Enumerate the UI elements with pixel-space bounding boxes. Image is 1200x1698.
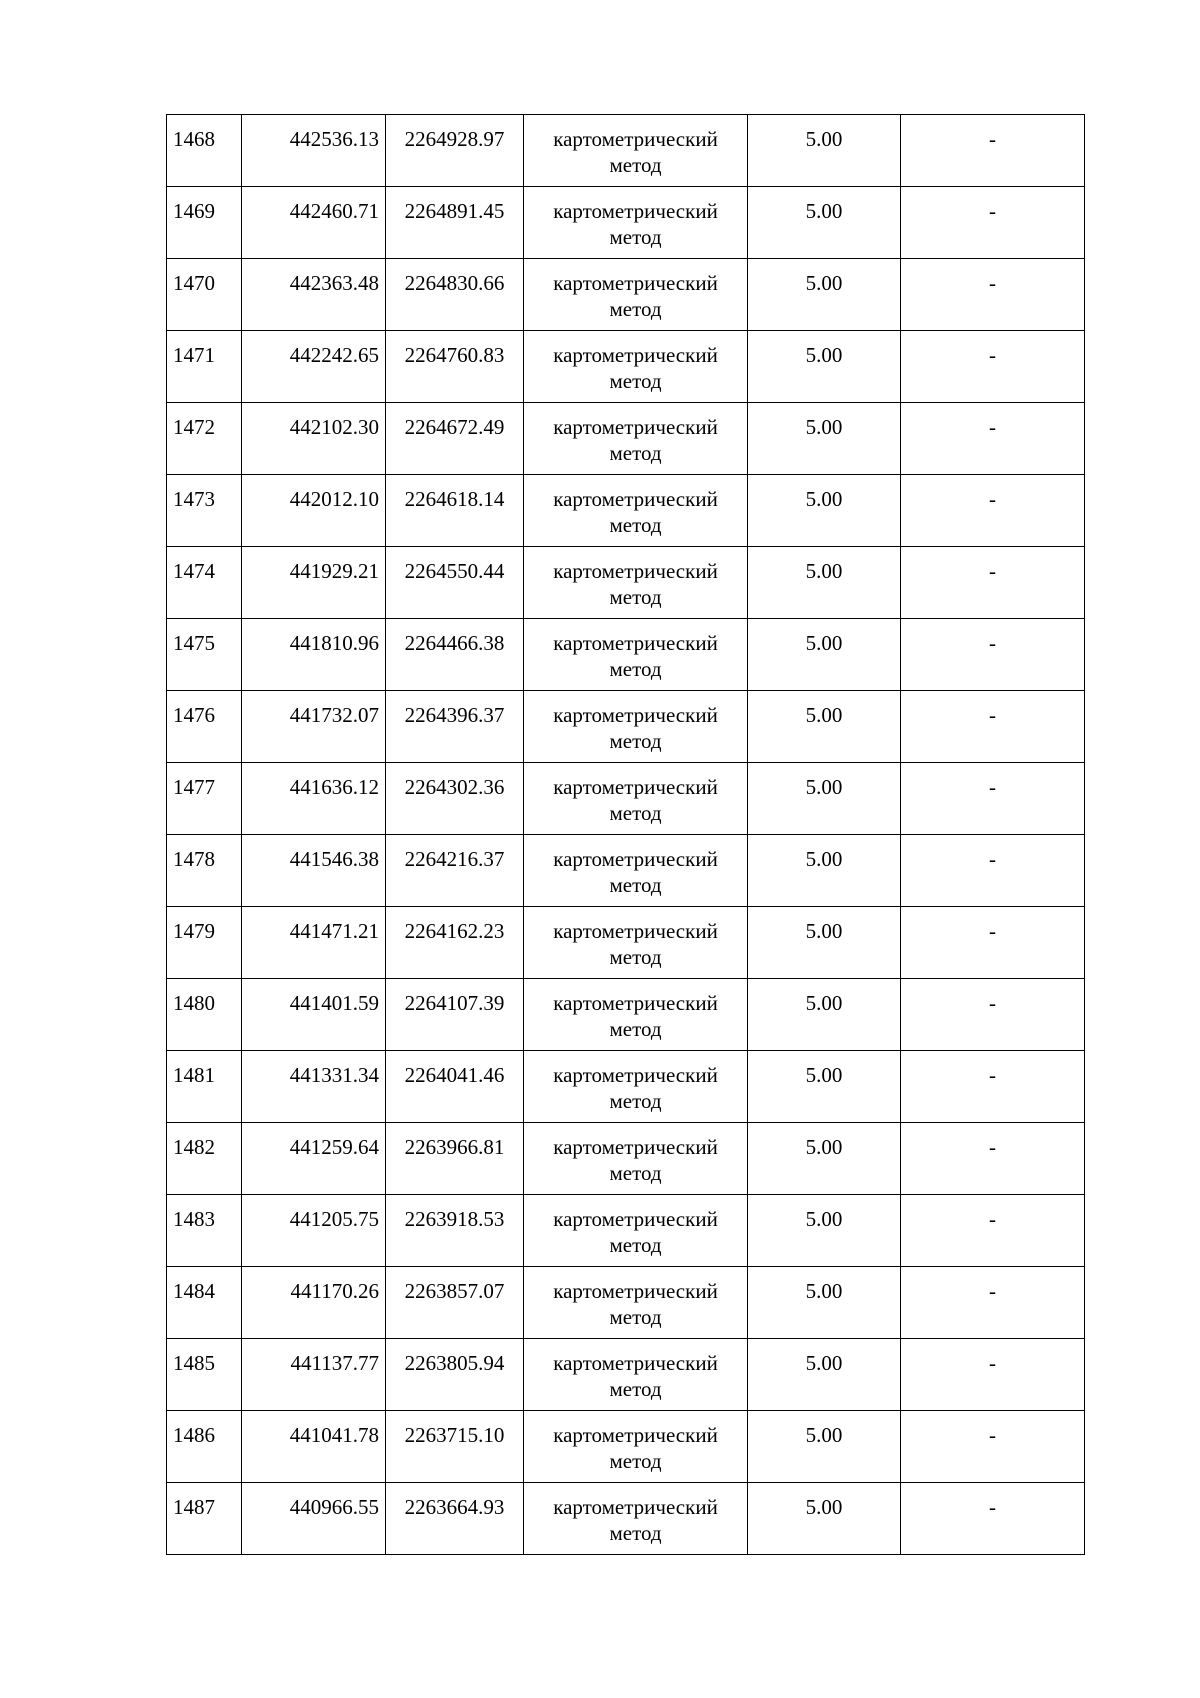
x-coordinate-cell: 442102.30: [242, 403, 386, 475]
note-cell: -: [901, 1411, 1085, 1483]
method-cell: картометрический метод: [524, 331, 748, 403]
y-coordinate-cell: 2264928.97: [386, 115, 524, 187]
method-cell: картометрический метод: [524, 1267, 748, 1339]
y-coordinate-cell: 2264041.46: [386, 1051, 524, 1123]
x-coordinate-cell: 441636.12: [242, 763, 386, 835]
x-coordinate-cell: 441929.21: [242, 547, 386, 619]
point-number-cell: 1473: [167, 475, 242, 547]
table-row: [167, 979, 1085, 1051]
accuracy-cell: 5.00: [748, 691, 901, 763]
y-coordinate-cell: 2264396.37: [386, 691, 524, 763]
accuracy-cell: 5.00: [748, 1195, 901, 1267]
accuracy-cell: 5.00: [748, 187, 901, 259]
y-coordinate-cell: 2264162.23: [386, 907, 524, 979]
accuracy-cell: 5.00: [748, 1051, 901, 1123]
method-cell: картометрический метод: [524, 979, 748, 1051]
method-cell: картометрический метод: [524, 691, 748, 763]
point-number-cell: 1471: [167, 331, 242, 403]
table-row: [167, 1483, 1085, 1555]
table-row: [167, 1339, 1085, 1411]
accuracy-cell: 5.00: [748, 331, 901, 403]
note-cell: -: [901, 691, 1085, 763]
method-cell: картометрический метод: [524, 1339, 748, 1411]
y-coordinate-cell: 2263857.07: [386, 1267, 524, 1339]
point-number-cell: 1469: [167, 187, 242, 259]
method-cell: картометрический метод: [524, 115, 748, 187]
x-coordinate-cell: 442536.13: [242, 115, 386, 187]
point-number-cell: 1486: [167, 1411, 242, 1483]
table-row: [167, 619, 1085, 691]
x-coordinate-cell: 441331.34: [242, 1051, 386, 1123]
table-row: [167, 763, 1085, 835]
note-cell: -: [901, 115, 1085, 187]
y-coordinate-cell: 2264672.49: [386, 403, 524, 475]
point-number-cell: 1487: [167, 1483, 242, 1555]
table-row: [167, 547, 1085, 619]
point-number-cell: 1475: [167, 619, 242, 691]
point-number-cell: 1477: [167, 763, 242, 835]
point-number-cell: 1482: [167, 1123, 242, 1195]
method-cell: картометрический метод: [524, 619, 748, 691]
note-cell: -: [901, 979, 1085, 1051]
y-coordinate-cell: 2263805.94: [386, 1339, 524, 1411]
method-cell: картометрический метод: [524, 1195, 748, 1267]
note-cell: -: [901, 763, 1085, 835]
accuracy-cell: 5.00: [748, 1411, 901, 1483]
accuracy-cell: 5.00: [748, 979, 901, 1051]
x-coordinate-cell: 442363.48: [242, 259, 386, 331]
y-coordinate-cell: 2264760.83: [386, 331, 524, 403]
accuracy-cell: 5.00: [748, 835, 901, 907]
method-cell: картометрический метод: [524, 1411, 748, 1483]
method-cell: картометрический метод: [524, 403, 748, 475]
x-coordinate-cell: 441041.78: [242, 1411, 386, 1483]
y-coordinate-cell: 2263664.93: [386, 1483, 524, 1555]
accuracy-cell: 5.00: [748, 259, 901, 331]
note-cell: -: [901, 1339, 1085, 1411]
y-coordinate-cell: 2263715.10: [386, 1411, 524, 1483]
y-coordinate-cell: 2263966.81: [386, 1123, 524, 1195]
y-coordinate-cell: 2264891.45: [386, 187, 524, 259]
accuracy-cell: 5.00: [748, 1483, 901, 1555]
accuracy-cell: 5.00: [748, 475, 901, 547]
point-number-cell: 1470: [167, 259, 242, 331]
x-coordinate-cell: 442242.65: [242, 331, 386, 403]
table-row: [167, 403, 1085, 475]
table-row: [167, 1195, 1085, 1267]
table-row: [167, 1051, 1085, 1123]
x-coordinate-cell: 441546.38: [242, 835, 386, 907]
note-cell: -: [901, 1123, 1085, 1195]
note-cell: -: [901, 619, 1085, 691]
x-coordinate-cell: 441205.75: [242, 1195, 386, 1267]
accuracy-cell: 5.00: [748, 547, 901, 619]
accuracy-cell: 5.00: [748, 763, 901, 835]
y-coordinate-cell: 2264216.37: [386, 835, 524, 907]
note-cell: -: [901, 187, 1085, 259]
table-row: [167, 1411, 1085, 1483]
x-coordinate-cell: 441170.26: [242, 1267, 386, 1339]
x-coordinate-cell: 441810.96: [242, 619, 386, 691]
coordinates-table: [166, 114, 1085, 1555]
accuracy-cell: 5.00: [748, 403, 901, 475]
accuracy-cell: 5.00: [748, 115, 901, 187]
point-number-cell: 1472: [167, 403, 242, 475]
point-number-cell: 1483: [167, 1195, 242, 1267]
note-cell: -: [901, 259, 1085, 331]
point-number-cell: 1480: [167, 979, 242, 1051]
note-cell: -: [901, 547, 1085, 619]
method-cell: картометрический метод: [524, 1483, 748, 1555]
accuracy-cell: 5.00: [748, 1339, 901, 1411]
y-coordinate-cell: 2264830.66: [386, 259, 524, 331]
table-row: [167, 331, 1085, 403]
table-row: [167, 835, 1085, 907]
point-number-cell: 1481: [167, 1051, 242, 1123]
note-cell: -: [901, 1195, 1085, 1267]
point-number-cell: 1479: [167, 907, 242, 979]
point-number-cell: 1485: [167, 1339, 242, 1411]
point-number-cell: 1474: [167, 547, 242, 619]
y-coordinate-cell: 2264466.38: [386, 619, 524, 691]
note-cell: -: [901, 475, 1085, 547]
method-cell: картометрический метод: [524, 835, 748, 907]
table-row: [167, 1267, 1085, 1339]
table-row: [167, 187, 1085, 259]
note-cell: -: [901, 835, 1085, 907]
y-coordinate-cell: 2264302.36: [386, 763, 524, 835]
x-coordinate-cell: 442460.71: [242, 187, 386, 259]
y-coordinate-cell: 2264550.44: [386, 547, 524, 619]
accuracy-cell: 5.00: [748, 619, 901, 691]
method-cell: картометрический метод: [524, 187, 748, 259]
point-number-cell: 1484: [167, 1267, 242, 1339]
note-cell: -: [901, 403, 1085, 475]
method-cell: картометрический метод: [524, 475, 748, 547]
table-row: [167, 1123, 1085, 1195]
method-cell: картометрический метод: [524, 1051, 748, 1123]
method-cell: картометрический метод: [524, 907, 748, 979]
accuracy-cell: 5.00: [748, 1123, 901, 1195]
x-coordinate-cell: 441732.07: [242, 691, 386, 763]
note-cell: -: [901, 1267, 1085, 1339]
accuracy-cell: 5.00: [748, 907, 901, 979]
method-cell: картометрический метод: [524, 259, 748, 331]
table-row: [167, 907, 1085, 979]
x-coordinate-cell: 441401.59: [242, 979, 386, 1051]
x-coordinate-cell: 441259.64: [242, 1123, 386, 1195]
point-number-cell: 1478: [167, 835, 242, 907]
point-number-cell: 1476: [167, 691, 242, 763]
table-row: [167, 115, 1085, 187]
y-coordinate-cell: 2263918.53: [386, 1195, 524, 1267]
note-cell: -: [901, 1051, 1085, 1123]
x-coordinate-cell: 442012.10: [242, 475, 386, 547]
note-cell: -: [901, 1483, 1085, 1555]
note-cell: -: [901, 331, 1085, 403]
x-coordinate-cell: 441471.21: [242, 907, 386, 979]
table-row: [167, 691, 1085, 763]
method-cell: картометрический метод: [524, 763, 748, 835]
method-cell: картометрический метод: [524, 1123, 748, 1195]
x-coordinate-cell: 440966.55: [242, 1483, 386, 1555]
table-row: [167, 259, 1085, 331]
y-coordinate-cell: 2264618.14: [386, 475, 524, 547]
accuracy-cell: 5.00: [748, 1267, 901, 1339]
coordinates-table-body: [167, 115, 1085, 1555]
method-cell: картометрический метод: [524, 547, 748, 619]
note-cell: -: [901, 907, 1085, 979]
y-coordinate-cell: 2264107.39: [386, 979, 524, 1051]
x-coordinate-cell: 441137.77: [242, 1339, 386, 1411]
table-row: [167, 475, 1085, 547]
point-number-cell: 1468: [167, 115, 242, 187]
